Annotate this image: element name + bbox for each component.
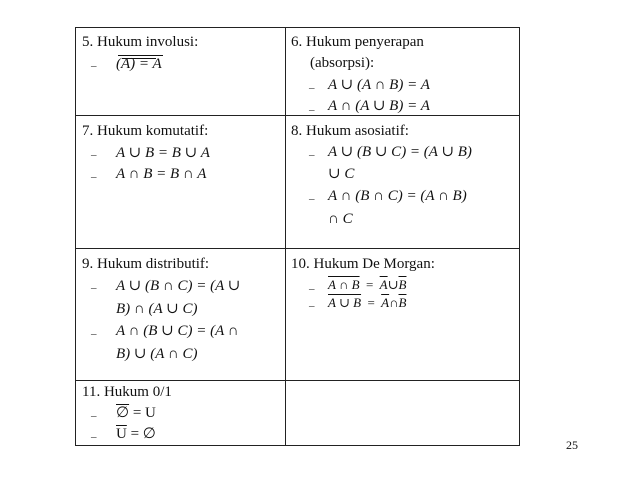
bullet: – (91, 149, 97, 161)
law-expression: A ∩ (B ∩ C) = (A ∩ B) (328, 188, 467, 204)
law-expression: A ∩ B = B ∩ A (116, 166, 207, 182)
cell-de-morgan (285, 248, 521, 380)
law-expression: A ∪ $B = \overline{A}\cap\overline{B}$ (328, 295, 407, 310)
law-title: 9. Hukum distributif: (82, 256, 210, 272)
complement-expression: (A) = A (116, 56, 162, 72)
law-title-continued: (absorpsi): (310, 55, 375, 71)
bullet: – (91, 410, 97, 422)
page-number: 25 (566, 438, 578, 452)
laws-table (75, 27, 520, 446)
law-title: 11. Hukum 0/1 (82, 384, 172, 400)
bullet: – (91, 282, 97, 294)
law-expression: A ∪ B = B ∪ A (116, 145, 210, 161)
bullet: – (309, 104, 315, 116)
bullet: – (91, 171, 97, 183)
law-expression (116, 53, 162, 75)
complement-bar (118, 55, 163, 56)
bullet: – (309, 300, 315, 312)
bullet: – (309, 149, 315, 161)
law-expression: A ∩ (A ∪ B) = A (328, 98, 430, 114)
law-expression-continued: B) ∩ (A ∪ C) (116, 301, 198, 317)
law-title: 7. Hukum komutatif: (82, 123, 209, 139)
law-title: 8. Hukum asosiatif: (291, 123, 409, 139)
cell-associative (285, 115, 521, 248)
bullet: – (91, 60, 97, 72)
cell-involution (76, 28, 285, 115)
bullet: – (309, 283, 315, 295)
law-title: 10. Hukum De Morgan: (291, 256, 435, 272)
complement-bar (122, 58, 156, 59)
law-title: 6. Hukum penyerapan (291, 34, 424, 50)
law-expression: A ∪ (A ∩ B) = A (328, 77, 430, 93)
bullet: – (91, 431, 97, 443)
cell-zero-one (76, 380, 285, 446)
law-expression-continued: ∩ C (328, 211, 353, 227)
law-expression-continued: B) ∪ (A ∩ C) (116, 346, 198, 362)
law-expression: ∅ = U (116, 405, 156, 421)
law-expression: A ∪ (B ∩ C) = (A ∪ (116, 278, 241, 294)
cell-commutative (76, 115, 285, 248)
law-expression: A ∩ $B = \overline{A}\cup\overline{B}$ (328, 277, 407, 292)
law-expression: A ∩ (B ∪ C) = (A ∩ (116, 323, 239, 339)
bullet: – (309, 193, 315, 205)
bullet: – (309, 82, 315, 94)
bullet: – (91, 328, 97, 340)
cell-empty (285, 380, 521, 446)
cell-distributive (76, 248, 285, 380)
law-expression: A ∪ (B ∪ C) = (A ∪ B) (328, 144, 472, 160)
cell-absorption (285, 28, 521, 115)
law-title: 5. Hukum involusi: (82, 34, 199, 50)
law-expression: $\overline{U}$ = ∅ (116, 426, 156, 442)
law-expression-continued: ∪ C (328, 166, 355, 182)
